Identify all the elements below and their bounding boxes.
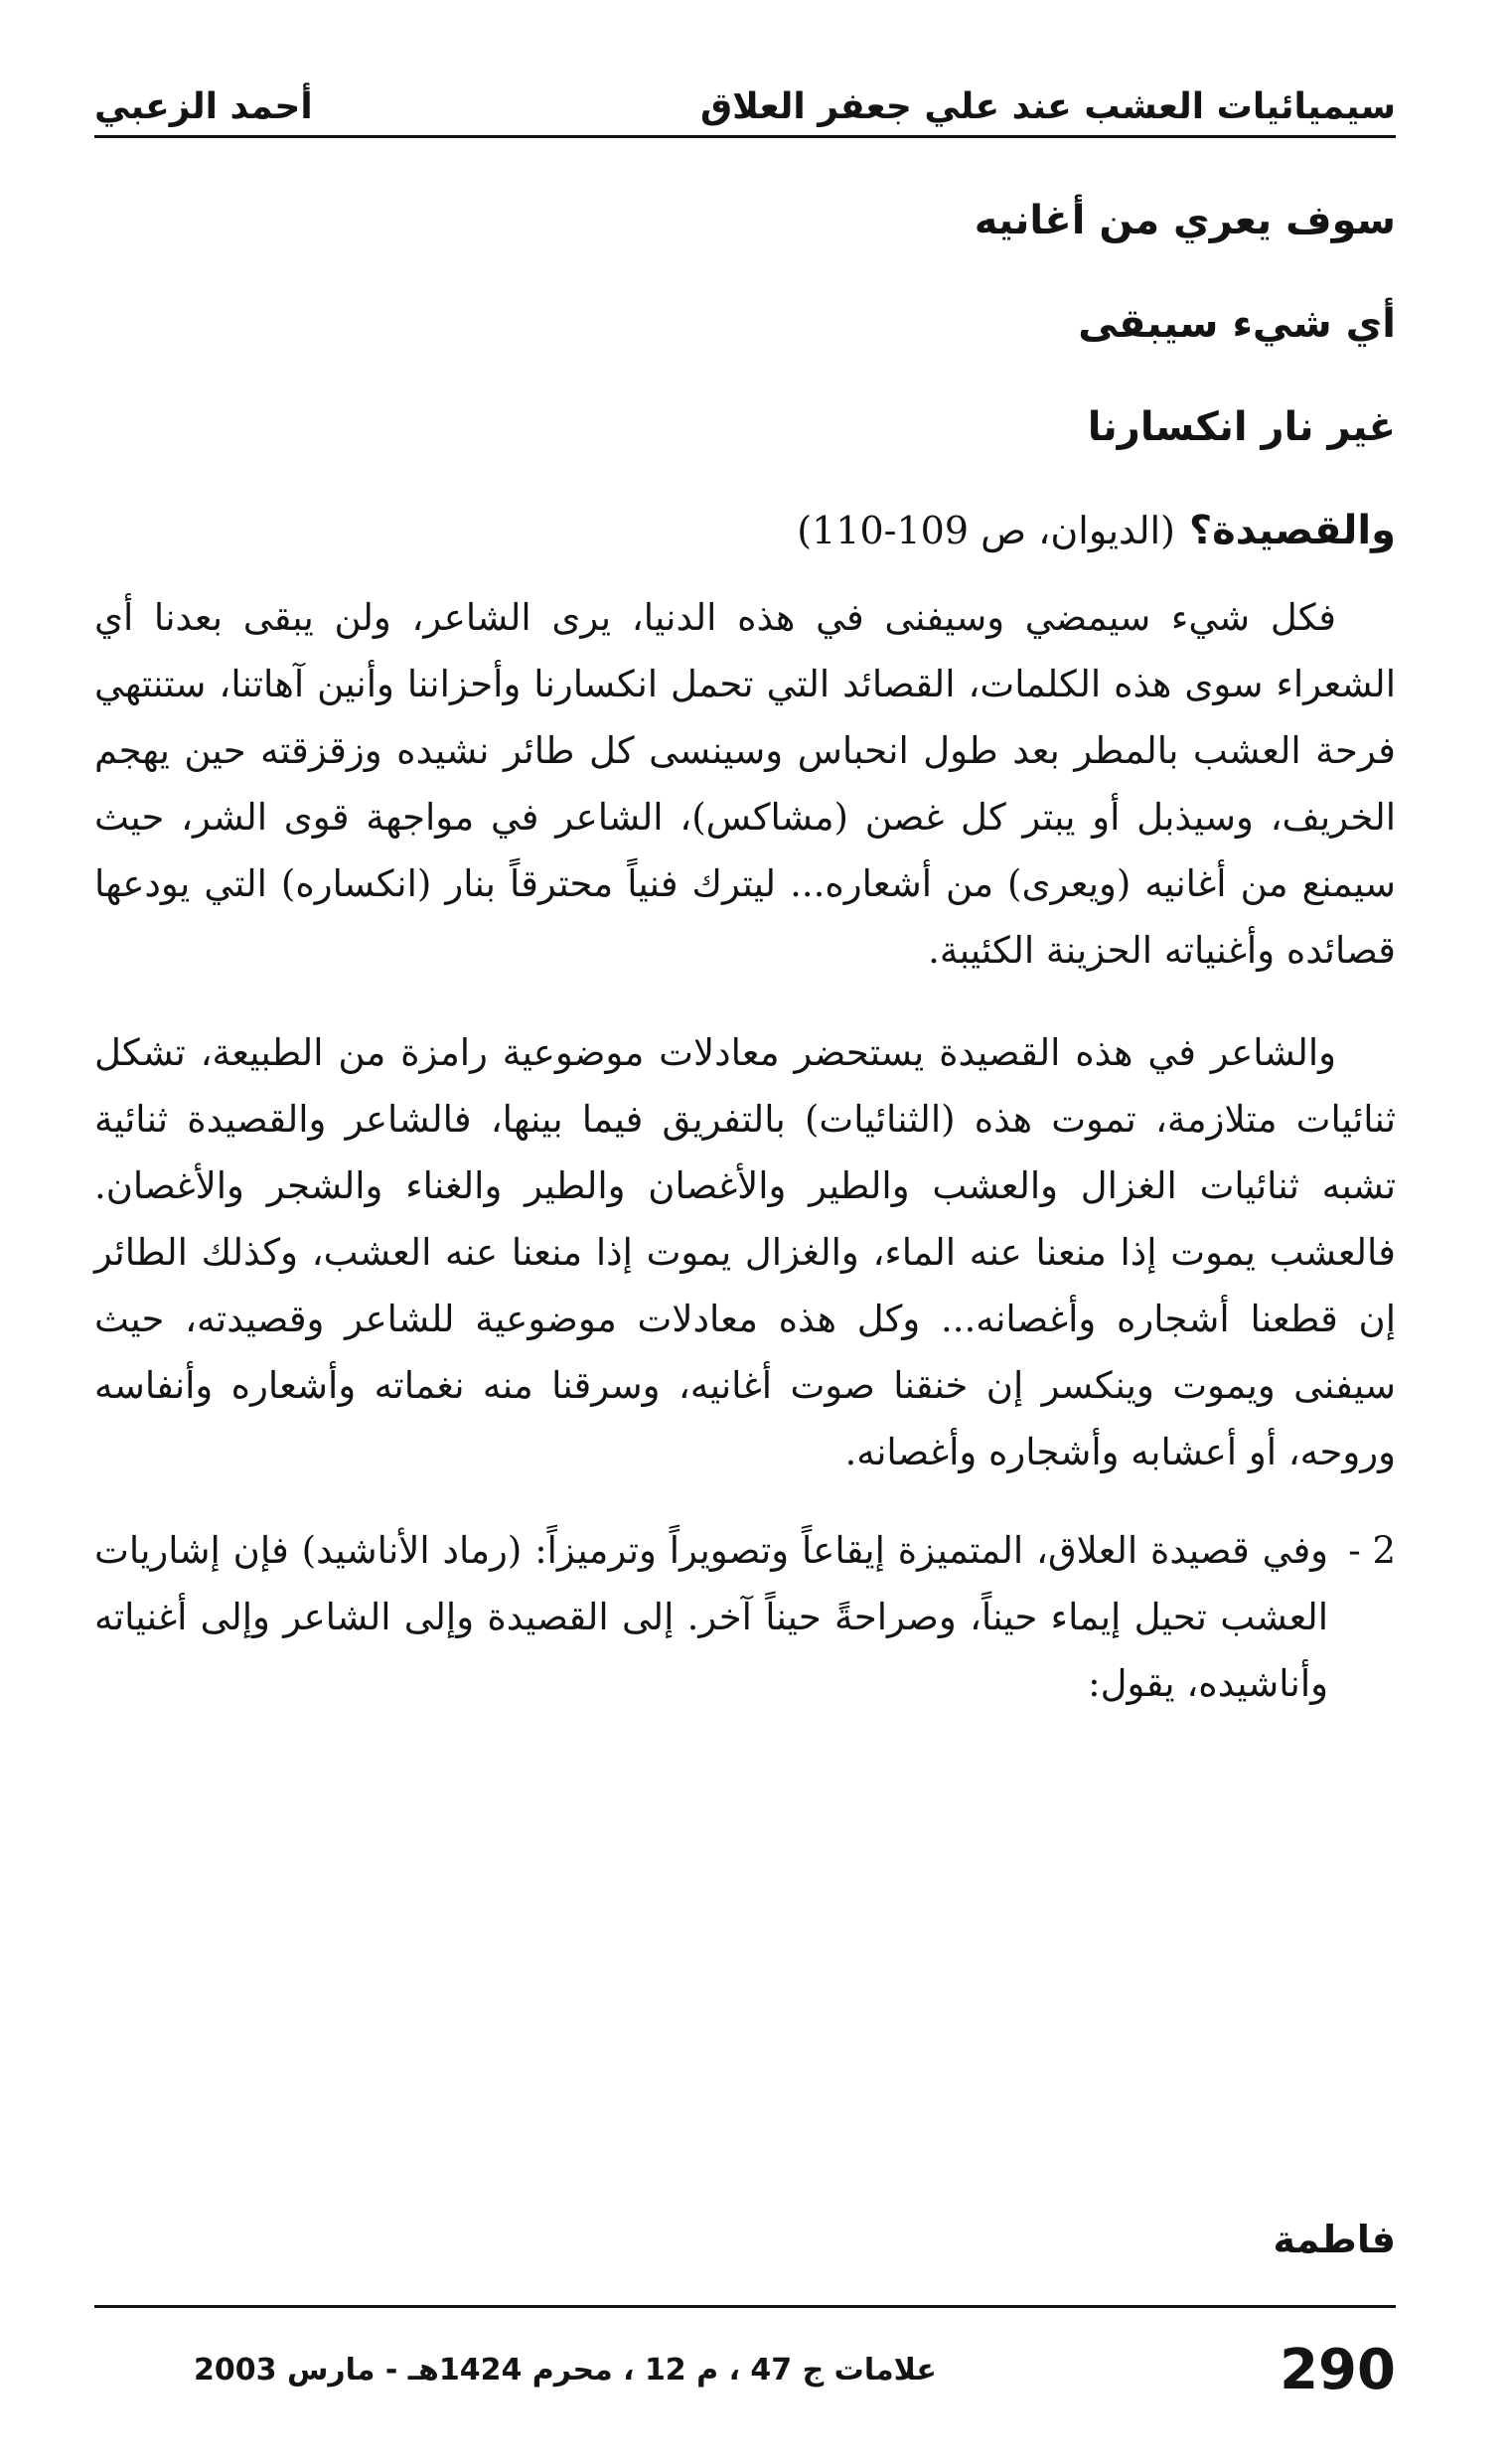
- paragraph: وفي قصيدة العلاق، المتميزة إيقاعاً وتصويراً وترميزاً: (رماد الأناشيد) فإن إشاريات العشب تحيل إيماء حيناً، وصراحةً حيناً آخر. إلى القصيدة وإلى الشاعر وإلى أغنياته وأناشيده، يقول:: [94, 1529, 1328, 1705]
- journal-citation: علامات ج 47 ، م 12 ، محرم 1424هـ - مارس 2003: [194, 2352, 937, 2387]
- poem-excerpt: [94, 169, 1396, 582]
- poem-line-text: والقصيدة؟: [1188, 508, 1396, 553]
- paragraph: فكل شيء سيمضي وسيفنى في هذه الدنيا، يرى الشاعر، ولن يبقى بعدنا أي الشعراء سوى هذه الكلمات، القصائد التي تحمل انكسارنا وأحزاننا وأنين آهاتنا، ستنتهي فرحة العشب بالمطر بعد طول انحباس وسينسى كل طائر نشيده وزقزقته حين يهجم الخريف، وسيذبل أو يبتر كل غصن (مشاكس)، الشاعر في مواجهة قوى الشر، حيث سيمنع من أغانيه (ويعرى) من أشعاره... ليترك فنياً محترقاً بنار (انكساره) التي يودعها قصائده وأغنياته الحزينة الكئيبة.: [94, 596, 1396, 972]
- numbered-paragraph: [94, 1517, 1396, 1717]
- poem-title-heading: فاطمة: [1273, 2218, 1396, 2261]
- header-divider: [94, 135, 1396, 138]
- paragraph: والشاعر في هذه القصيدة يستحضر معادلات موضوعية رامزة من الطبيعة، تشكل ثنائيات متلازمة، تموت هذه (الثنائيات) بالتفريق فيما بينها، فالشاعر والقصيدة ثنائية تشبه ثنائيات الغزال والعشب والطير والأغصان والطير والغناء والشجر والأغصان. فالعشب يموت إذا منعنا عنه الماء، والغزال يموت إذا منعنا عنه العشب، وكذلك الطائر إن قطعنا أشجاره وأغصانه... وكل هذه معادلات موضوعية للشاعر وقصيدته، حيث سيفنى ويموت وينكسر إن خنقنا صوت أغانيه، وسرقنا منه نغماته وأشعاره وأنفاسه وروحه، أو أعشابه وأشجاره وأغصانه.: [94, 1031, 1396, 1473]
- footer-divider: [94, 2305, 1396, 2308]
- page-footer: [94, 2325, 1396, 2414]
- item-text-wrapper: [94, 1517, 1328, 1717]
- poem-line-with-source: [94, 479, 1396, 582]
- poem-line: غير نار انكسارنا: [1087, 404, 1396, 450]
- document-page: [94, 0, 1396, 2464]
- running-header: [94, 58, 1396, 127]
- page-number: 290: [1280, 2337, 1396, 2402]
- body-text: [94, 584, 1396, 1737]
- running-title: سيميائيات العشب عند علي جعفر العلاق: [700, 86, 1396, 127]
- poem-source-citation: (الديوان، ص 109-110): [797, 509, 1175, 552]
- running-author: أحمد الزعبي: [94, 86, 313, 127]
- poem-line: سوف يعري من أغانيه: [974, 198, 1396, 243]
- poem-line: أي شيء سيبقى: [1078, 301, 1396, 347]
- item-number: 2 -: [1348, 1529, 1396, 1572]
